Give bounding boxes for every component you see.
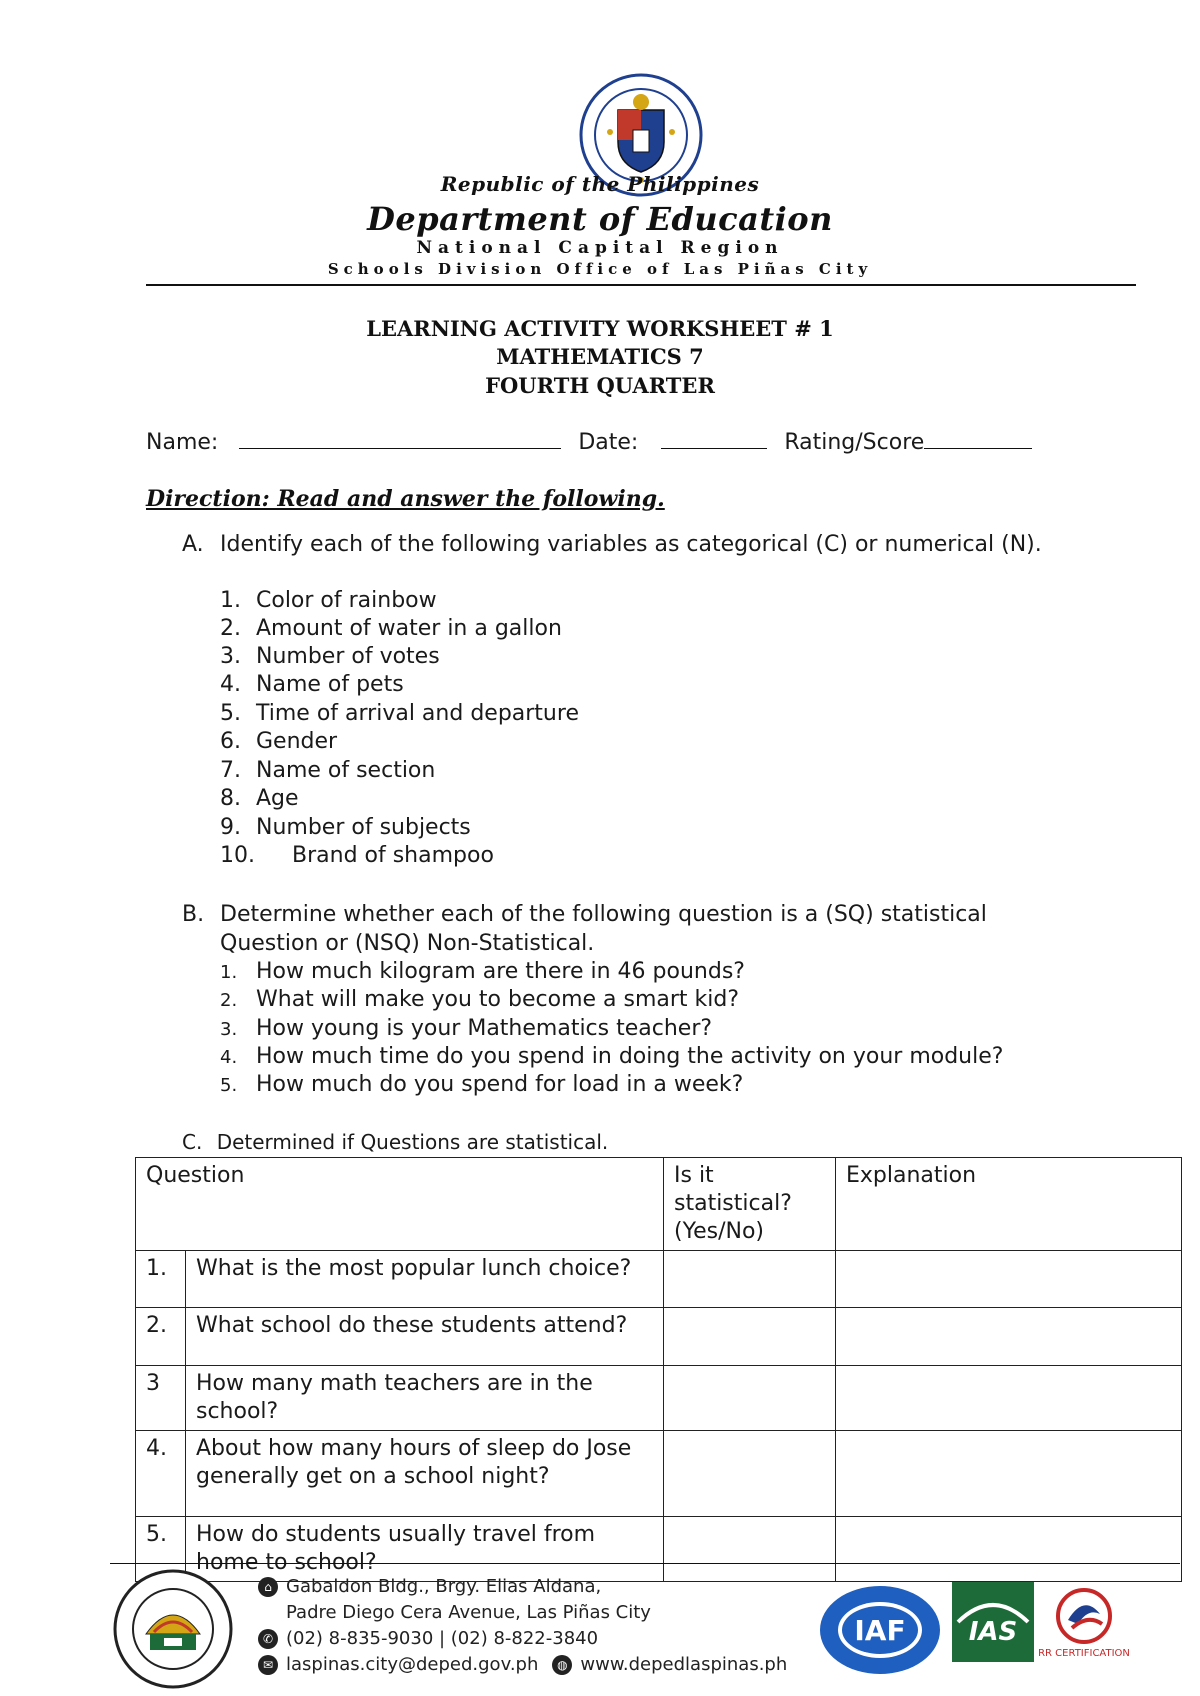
row-question: How do students usually travel from home to school? [186, 1517, 664, 1582]
item-number: 7. [220, 758, 241, 783]
item-text: How much kilogram are there in 46 pounds? [256, 959, 745, 984]
item-number: 5. [220, 1075, 238, 1096]
phone-icon: ✆ [258, 1629, 278, 1649]
item-number: 2. [220, 616, 241, 641]
header-question: Question [136, 1158, 664, 1251]
footer-divider [110, 1563, 1180, 1564]
division-seal-icon [112, 1568, 234, 1690]
item-text: Time of arrival and departure [256, 701, 579, 726]
explanation-cell[interactable] [836, 1251, 1182, 1308]
item-text: How young is your Mathematics teacher? [256, 1016, 713, 1041]
item-text: Number of subjects [256, 815, 471, 840]
section-b-instruction: Determine whether each of the following question is a (SQ) statistical Question or (NSQ) Non-Statistical. [220, 902, 987, 956]
name-label: Name: [146, 430, 219, 455]
phone-text: (02) 8-835-9030 | (02) 8-822-3840 [286, 1628, 599, 1649]
explanation-cell[interactable] [836, 1517, 1182, 1582]
row-question: About how many hours of sleep do Jose generally get on a school night? [186, 1431, 664, 1517]
table-row [136, 1251, 1182, 1308]
item-number: 1. [220, 588, 241, 613]
item-text: Name of section [256, 758, 436, 783]
answer-cell[interactable] [664, 1366, 836, 1431]
list-item [220, 729, 337, 754]
list-item [220, 786, 299, 811]
table-row [136, 1431, 1182, 1517]
quarter-title: FOURTH QUARTER [485, 373, 715, 398]
table-row [136, 1308, 1182, 1366]
item-text: Number of votes [256, 644, 440, 669]
republic-line: Republic of the Philippines [440, 172, 760, 196]
rating-label: Rating/Score [784, 430, 925, 455]
item-number: 2. [220, 990, 238, 1011]
region-name: National Capital Region [416, 238, 784, 258]
item-number: 6. [220, 729, 241, 754]
section-a-instruction: Identify each of the following variables as categorical (C) or numerical (N). [220, 532, 1042, 557]
name-field[interactable] [239, 430, 561, 449]
certification-logo [1038, 1584, 1130, 1680]
explanation-cell[interactable] [836, 1366, 1182, 1431]
explanation-cell[interactable] [836, 1431, 1182, 1517]
table-row [136, 1366, 1182, 1431]
phone-line [258, 1628, 598, 1649]
section-c-label: C. [182, 1130, 203, 1154]
subject-title: MATHEMATICS 7 [496, 344, 704, 369]
item-text: Age [256, 786, 299, 811]
row-number: 3 [136, 1366, 186, 1431]
section-c-instruction: Determined if Questions are statistical. [216, 1130, 609, 1154]
list-item [220, 758, 435, 783]
address-line-1 [258, 1576, 601, 1597]
list-item [220, 1044, 1003, 1069]
address-1-text: Gabaldon Bldg., Brgy. Elias Aldana, [286, 1576, 602, 1597]
section-c-heading [182, 1130, 608, 1154]
list-item [220, 815, 471, 840]
explanation-cell[interactable] [836, 1308, 1182, 1366]
list-item [220, 701, 579, 726]
item-text: What will make you to become a smart kid? [256, 987, 740, 1012]
header-statistical: Is it statistical? (Yes/No) [664, 1158, 836, 1251]
item-number: 3. [220, 644, 241, 669]
division-name: Schools Division Office of Las Piñas City [327, 260, 873, 278]
section-b-label: B. [182, 902, 205, 927]
iaf-logo-icon [818, 1582, 942, 1678]
website-link[interactable]: www.depedlaspinas.ph [580, 1654, 788, 1675]
address-line-2: Padre Diego Cera Avenue, Las Piñas City [286, 1602, 651, 1623]
row-number: 5. [136, 1517, 186, 1582]
item-text: Brand of shampoo [292, 843, 494, 868]
row-question: What school do these students attend? [186, 1308, 664, 1366]
department-name: Department of Education [367, 200, 833, 238]
list-item [220, 644, 440, 669]
item-text: Gender [256, 729, 338, 754]
answer-cell[interactable] [664, 1308, 836, 1366]
email-link[interactable]: laspinas.city@deped.gov.ph [286, 1654, 539, 1675]
item-text: How much time do you spend in doing the activity on your module? [256, 1044, 1004, 1069]
item-number: 4. [220, 1047, 238, 1068]
list-item [220, 616, 562, 641]
statistical-questions-table [135, 1157, 1182, 1582]
date-label: Date: [578, 430, 639, 455]
certification-label: RR CERTIFICATION [1038, 1648, 1130, 1659]
list-item [220, 1072, 743, 1097]
certification-mark-icon [1038, 1584, 1130, 1648]
ias-logo-icon [952, 1582, 1034, 1662]
list-item [220, 843, 494, 868]
section-a-label: A. [182, 532, 204, 557]
list-item [220, 1016, 712, 1041]
item-number: 1. [220, 962, 238, 983]
table-row [136, 1517, 1182, 1582]
contact-web-line [258, 1654, 787, 1675]
direction-heading: Direction: Read and answer the following. [146, 486, 665, 512]
header-explanation: Explanation [836, 1158, 1182, 1251]
item-number: 3. [220, 1019, 238, 1040]
row-question: What is the most popular lunch choice? [186, 1251, 664, 1308]
item-text: How much do you spend for load in a week? [256, 1072, 744, 1097]
ias-text: IAS [968, 1617, 1018, 1647]
answer-cell[interactable] [664, 1251, 836, 1308]
list-item [220, 959, 745, 984]
home-icon: ⌂ [258, 1577, 278, 1597]
email-icon: ✉ [258, 1655, 278, 1675]
item-number: 10. [220, 843, 255, 868]
item-number: 5. [220, 701, 241, 726]
table-header-row [136, 1158, 1182, 1251]
row-question: How many math teachers are in the school? [186, 1366, 664, 1431]
globe-icon: ◍ [552, 1655, 572, 1675]
iaf-text: IAF [854, 1614, 906, 1647]
item-number: 4. [220, 672, 241, 697]
item-text: Amount of water in a gallon [256, 616, 562, 641]
header-divider [146, 284, 1136, 286]
list-item [220, 987, 739, 1012]
item-number: 8. [220, 786, 241, 811]
list-item [220, 672, 404, 697]
item-number: 9. [220, 815, 241, 840]
date-field[interactable] [661, 430, 767, 449]
row-number: 2. [136, 1308, 186, 1366]
worksheet-title: LEARNING ACTIVITY WORKSHEET # 1 [366, 316, 834, 341]
answer-cell[interactable] [664, 1517, 836, 1582]
rating-field[interactable] [924, 430, 1032, 449]
row-number: 1. [136, 1251, 186, 1308]
answer-cell[interactable] [664, 1431, 836, 1517]
row-number: 4. [136, 1431, 186, 1517]
list-item [220, 588, 437, 613]
student-info-row [146, 430, 1032, 455]
item-text: Color of rainbow [256, 588, 437, 613]
item-text: Name of pets [256, 672, 404, 697]
